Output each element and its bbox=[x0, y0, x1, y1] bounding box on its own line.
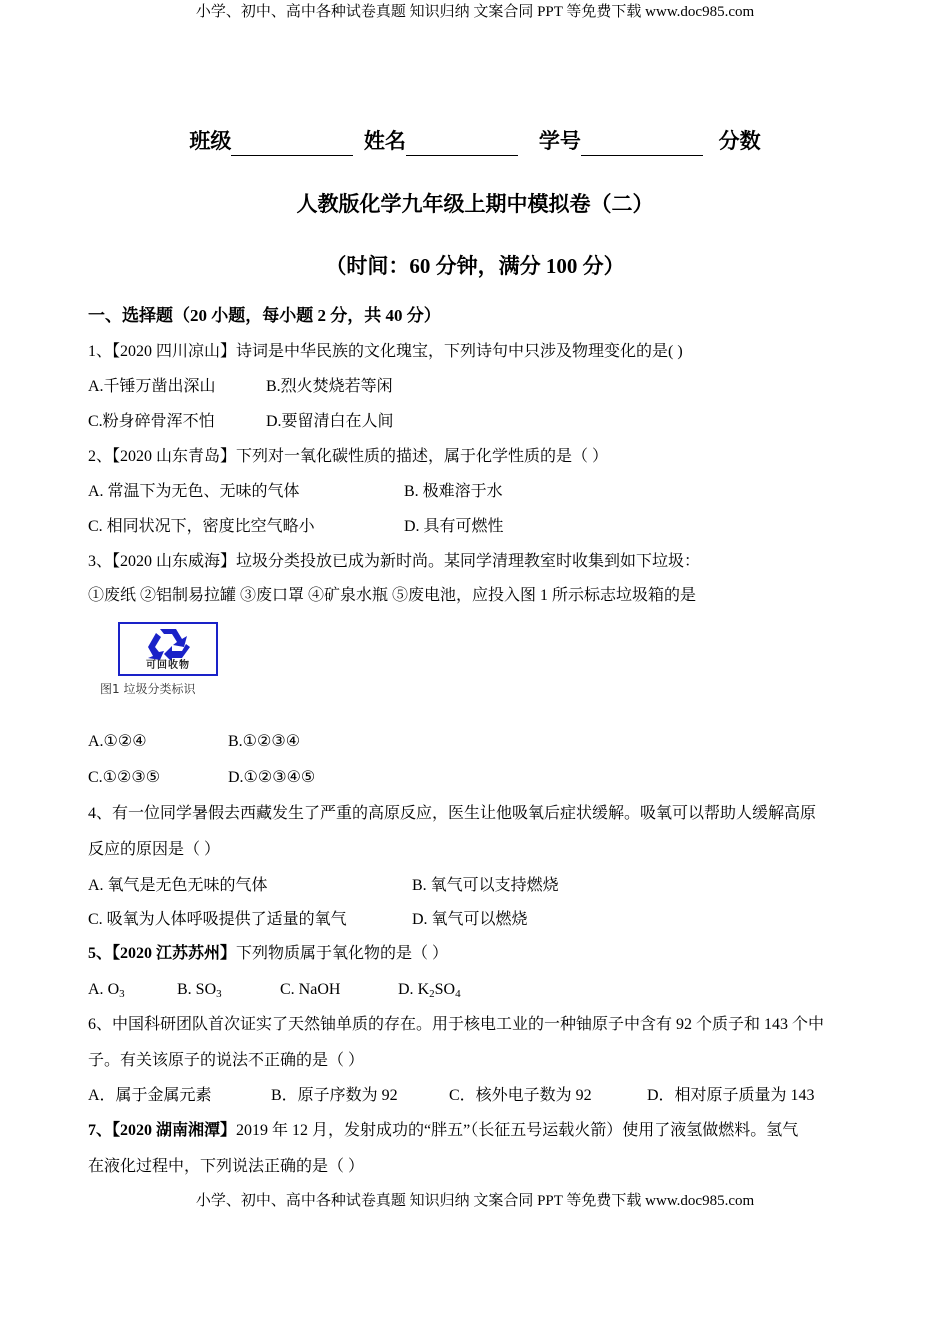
question-5-stem bbox=[88, 942, 448, 966]
option-c[interactable]: C.粉身碎骨浑不怕 bbox=[88, 413, 215, 430]
option-c[interactable]: C.①②③⑤ bbox=[88, 769, 161, 786]
figure-label: 可回收物 bbox=[146, 660, 190, 671]
exam-title: 人教版化学九年级上期中模拟卷（二） bbox=[296, 192, 654, 216]
formula: K bbox=[417, 981, 430, 998]
question-4-stem: 4、有一位同学暑假去西藏发生了严重的高原反应，医生让他吸氧后症状缓解。吸氧可以帮助人缓解高原 bbox=[88, 805, 817, 822]
recycle-icon bbox=[120, 625, 216, 663]
subscript: 3 bbox=[119, 988, 125, 1000]
question-4-stem-2: 反应的原因是（ ） bbox=[88, 841, 221, 858]
option-a[interactable]: A．属于金属元素 bbox=[88, 1087, 212, 1104]
section-heading: 一、选择题（20 小题，每小题 2 分，共 40 分） bbox=[88, 306, 441, 325]
option-a[interactable]: A. 常温下为无色、无味的气体 bbox=[88, 483, 300, 500]
option-d[interactable]: D.①②③④⑤ bbox=[228, 769, 316, 786]
recycle-sign-figure bbox=[118, 622, 218, 676]
question-source: 【2020 湖南湘潭】 bbox=[112, 1122, 237, 1139]
option-a[interactable] bbox=[88, 978, 125, 1002]
formula: SO bbox=[195, 981, 217, 998]
question-text: 2019 年 12 月，发射成功的“胖五”（长征五号运载火箭）使用了液氢做燃料。氢气 bbox=[236, 1122, 799, 1139]
student-info-row bbox=[0, 126, 950, 156]
option-b[interactable]: B．原子序数为 92 bbox=[271, 1087, 398, 1104]
option-c[interactable] bbox=[280, 978, 340, 1002]
score-label: 分数 bbox=[718, 129, 761, 153]
option-d[interactable] bbox=[398, 978, 461, 1002]
class-label: 班级 bbox=[189, 129, 232, 153]
question-3-stem-2: ①废纸 ②铝制易拉罐 ③废口罩 ④矿泉水瓶 ⑤废电池，应投入图 1 所示标志垃圾箱的是 bbox=[88, 587, 697, 604]
option-d[interactable]: D.要留清白在人间 bbox=[266, 413, 394, 430]
question-6-stem: 6、中国科研团队首次证实了天然铀单质的存在。用于核电工业的一种铀原子中含有 92 个质子和 143 个中 bbox=[88, 1016, 825, 1033]
option-a[interactable]: A. 氧气是无色无味的气体 bbox=[88, 877, 268, 894]
option-b[interactable]: B. 极难溶于水 bbox=[404, 483, 503, 500]
page-header: 小学、初中、高中各种试卷真题 知识归纳 文案合同 PPT 等免费下载 www.doc985.com bbox=[195, 4, 755, 20]
subscript: 2 bbox=[429, 988, 435, 1000]
option-b[interactable]: B.①②③④ bbox=[228, 733, 301, 750]
formula: SO bbox=[434, 981, 456, 998]
formula: NaOH bbox=[298, 981, 341, 998]
option-d[interactable]: D. 具有可燃性 bbox=[404, 518, 504, 535]
question-3-stem: 3、【2020 山东威海】垃圾分类投放已成为新时尚。某同学清理教室时收集到如下垃圾： bbox=[88, 553, 701, 570]
subscript: 3 bbox=[216, 988, 222, 1000]
option-b[interactable]: B.烈火焚烧若等闲 bbox=[266, 378, 393, 395]
question-7-stem-2: 在液化过程中，下列说法正确的是（ ） bbox=[88, 1158, 365, 1175]
name-blank[interactable] bbox=[406, 133, 518, 156]
question-1-stem: 1、【2020 四川凉山】诗词是中华民族的文化瑰宝，下列诗句中只涉及物理变化的是( ) bbox=[88, 343, 683, 360]
question-6-stem-2: 子。有关该原子的说法不正确的是（ ） bbox=[88, 1052, 365, 1069]
page-footer: 小学、初中、高中各种试卷真题 知识归纳 文案合同 PPT 等免费下载 www.doc985.com bbox=[195, 1193, 755, 1209]
figure-caption: 图1 垃圾分类标识 bbox=[100, 682, 196, 696]
option-b[interactable] bbox=[177, 978, 222, 1002]
option-a[interactable]: A.千锤万凿出深山 bbox=[88, 378, 216, 395]
option-letter: A. bbox=[88, 981, 104, 998]
option-b[interactable]: B. 氧气可以支持燃烧 bbox=[412, 877, 559, 894]
option-letter: C. bbox=[280, 981, 295, 998]
option-d[interactable]: D．相对原子质量为 143 bbox=[647, 1087, 815, 1104]
formula: O bbox=[107, 981, 120, 998]
option-c[interactable]: C．核外电子数为 92 bbox=[449, 1087, 592, 1104]
class-blank[interactable] bbox=[231, 133, 353, 156]
question-number: 5、 bbox=[88, 945, 113, 962]
option-c[interactable]: C. 吸氧为人体呼吸提供了适量的氧气 bbox=[88, 911, 347, 928]
question-number: 7、 bbox=[88, 1122, 113, 1139]
exam-subtitle: （时间：60 分钟，满分 100 分） bbox=[325, 254, 625, 278]
subscript: 4 bbox=[455, 988, 461, 1000]
option-d[interactable]: D. 氧气可以燃烧 bbox=[412, 911, 528, 928]
number-blank[interactable] bbox=[581, 133, 703, 156]
option-letter: B. bbox=[177, 981, 192, 998]
question-text: 下列物质属于氧化物的是（ ） bbox=[236, 945, 449, 962]
name-label: 姓名 bbox=[363, 129, 406, 153]
question-2-stem: 2、【2020 山东青岛】下列对一氧化碳性质的描述，属于化学性质的是（ ） bbox=[88, 448, 609, 465]
option-c[interactable]: C. 相同状况下，密度比空气略小 bbox=[88, 518, 315, 535]
question-source: 【2020 江苏苏州】 bbox=[112, 945, 237, 962]
question-7-stem bbox=[88, 1119, 798, 1143]
number-label: 学号 bbox=[538, 129, 581, 153]
option-a[interactable]: A.①②④ bbox=[88, 733, 147, 750]
option-letter: D. bbox=[398, 981, 414, 998]
